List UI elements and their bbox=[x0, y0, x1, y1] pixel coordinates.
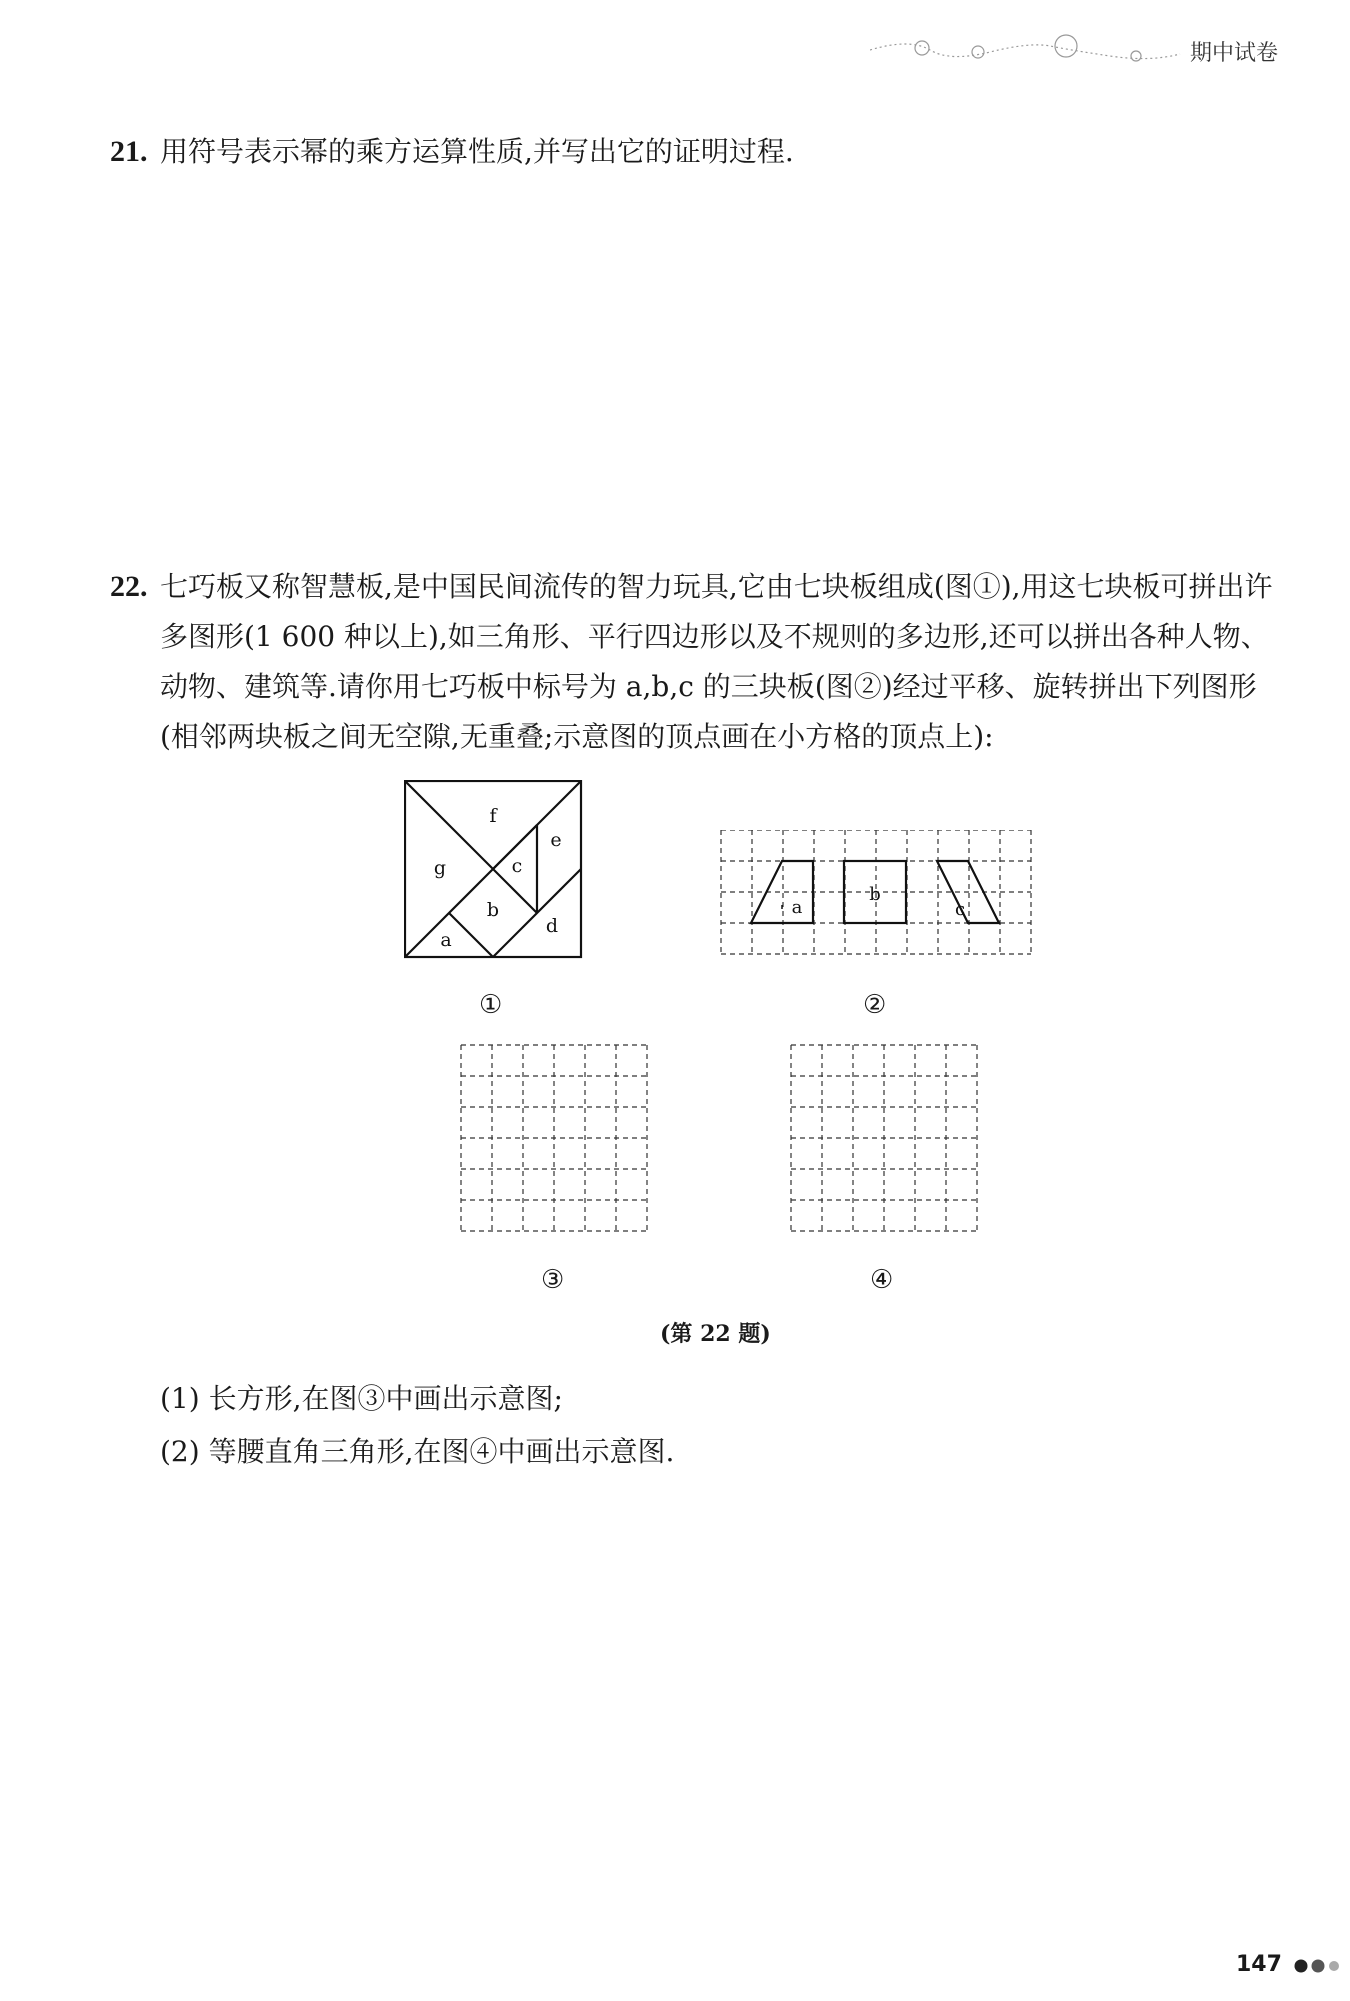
tangram-figure bbox=[404, 780, 584, 960]
tangram-label-a: a bbox=[440, 929, 452, 951]
sub-question-2: (2) 等腰直角三角形,在图④中画出示意图. bbox=[160, 1435, 675, 1468]
header-title: 期中试卷 bbox=[1190, 41, 1279, 66]
page-number: 147 bbox=[1236, 1952, 1282, 1977]
figure-label-2: ② bbox=[863, 990, 887, 1020]
figure-label-4: ④ bbox=[870, 1265, 894, 1295]
tangram-label-e: e bbox=[550, 829, 562, 851]
question-21-text: 用符号表示幂的乘方运算性质,并写出它的证明过程. bbox=[160, 135, 794, 168]
tangram-label-c: c bbox=[511, 855, 523, 877]
figure-2-pieces bbox=[720, 830, 1032, 957]
question-22-number: 22. bbox=[110, 570, 148, 603]
figure-label-3: ③ bbox=[541, 1265, 565, 1295]
figure-label-1: ① bbox=[479, 990, 503, 1020]
piece-label-c: c bbox=[954, 899, 966, 920]
question-21 bbox=[110, 127, 1260, 177]
piece-label-a: a bbox=[791, 897, 803, 918]
question-22 bbox=[110, 562, 1280, 762]
tangram-line bbox=[405, 781, 537, 913]
tangram-label-g: g bbox=[433, 857, 447, 879]
figure-caption: (第 22 题) bbox=[660, 1321, 771, 1347]
footer-dots-decoration bbox=[1294, 1957, 1340, 1977]
piece-label-b: b bbox=[869, 884, 881, 905]
figure-4-grid bbox=[790, 1044, 978, 1232]
question-21-number: 21. bbox=[110, 135, 148, 168]
sub-question-1: (1) 长方形,在图③中画出示意图; bbox=[160, 1382, 563, 1415]
question-22-text: 七巧板又称智慧板,是中国民间流传的智力玩具,它由七块板组成(图①),用这七块板可拼出许多图形(1 600 种以上),如三角形、平行四边形以及不规则的多边形,还可以拼出各种人物、动物、建筑等.请你用七巧板中标号为 a,b,c 的三块板(图②)经过平移、旋转拼出下列图形(相邻两块板之间无空隙,无重叠;示意图的顶点画在小方格的顶点上): bbox=[160, 570, 1273, 753]
figure-3-grid bbox=[460, 1044, 648, 1232]
tangram-label-d: d bbox=[545, 915, 559, 937]
tangram-label-f: f bbox=[489, 805, 497, 827]
header-decoration bbox=[870, 28, 1190, 68]
tangram-label-b: b bbox=[486, 899, 500, 921]
